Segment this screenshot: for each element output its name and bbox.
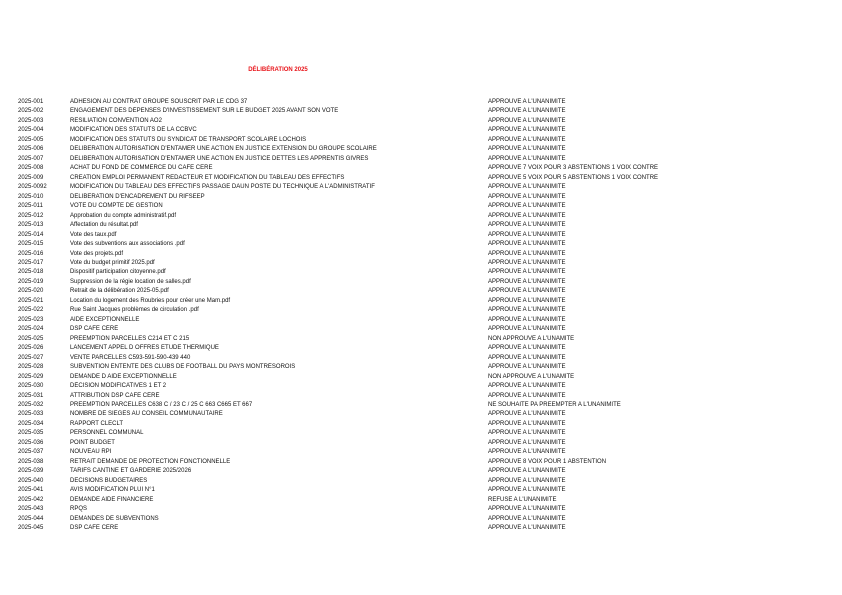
deliberation-number: 2025-039 [18, 468, 44, 475]
table-row [18, 126, 718, 135]
deliberation-subject: PREEMPTION PARCELLES C214 ET C 215 [70, 335, 190, 342]
table-row [18, 515, 718, 524]
deliberation-result: APPROUVE A L'UNANIMITE [488, 477, 566, 484]
deliberation-result: APPROUVE A L'UNANIMITE [488, 288, 566, 295]
deliberation-number: 2025-045 [18, 525, 44, 532]
deliberation-result: APPROUVE A L'UNANIMITE [488, 316, 566, 323]
deliberation-subject: VOTE DU COMPTE DE GESTION [70, 203, 163, 210]
deliberation-subject: Affectation du résultat.pdf [70, 222, 138, 229]
deliberation-result: APPROUVE A L'UNANIMITE [488, 212, 566, 219]
deliberation-number: 2025-036 [18, 439, 44, 446]
table-row [18, 439, 718, 448]
deliberation-result: APPROUVE A L'UNANIMITE [488, 326, 566, 333]
deliberation-subject: Vote des projets.pdf [70, 250, 124, 257]
deliberation-subject: DEMANDES DE SUBVENTIONS [70, 515, 159, 522]
deliberation-number: 2025-027 [18, 354, 44, 361]
table-row [18, 250, 718, 259]
deliberation-number: 2025-019 [18, 278, 44, 285]
deliberation-subject: VENTE PARCELLES C593-591-590-439 440 [70, 354, 191, 361]
table-row [18, 155, 718, 164]
deliberation-subject: Vote du budget primitif 2025.pdf [70, 259, 155, 266]
table-row [18, 183, 718, 192]
deliberation-number: 2025-034 [18, 420, 44, 427]
table-row [18, 429, 718, 438]
table-row [18, 363, 718, 372]
deliberation-number: 2025-004 [18, 127, 44, 134]
deliberation-number: 2025-033 [18, 411, 44, 418]
deliberation-number: 2025-001 [18, 99, 44, 105]
deliberation-subject: DEMANDE AIDE FINANCIERE [70, 496, 154, 503]
table-row [18, 98, 718, 107]
deliberation-number: 2025-015 [18, 241, 44, 248]
deliberation-number: 2025-042 [18, 496, 44, 503]
table-row [18, 240, 718, 249]
deliberation-result: APPROUVE A L'UNANIMITE [488, 430, 566, 437]
deliberation-subject: Rue Saint Jacques problèmes de circulation .pdf [70, 307, 199, 314]
deliberation-result: APPROUVE A L'UNANIMITE [488, 117, 566, 124]
deliberation-subject: ADHESION AU CONTRAT GROUPE SOUSCRIT PAR LE CDG 37 [70, 99, 248, 105]
deliberation-result: APPROUVE 7 VOIX POUR 3 ABSTENTIONS 1 VOIX CONTRE [488, 165, 659, 172]
table-row [18, 392, 718, 401]
deliberation-number: 2025-040 [18, 477, 44, 484]
deliberation-number: 2025-007 [18, 155, 44, 162]
deliberation-result: APPROUVE A L'UNANIMITE [488, 468, 566, 475]
deliberation-number: 2025-021 [18, 297, 44, 304]
table-row [18, 221, 718, 230]
deliberation-subject: Suppression de la régie location de salles.pdf [70, 278, 191, 285]
deliberation-result: APPROUVE A L'UNANIMITE [488, 392, 566, 399]
deliberation-result: APPROUVE A L'UNANIMITE [488, 449, 566, 456]
deliberation-subject: MODIFICATION DU TABLEAU DES EFFECTIFS PASSAGE DAUN POSTE DU TECHNIQUE A L'ADMINISTRATIF [70, 184, 375, 191]
deliberation-result: APPROUVE A L'UNANIMITE [488, 136, 566, 143]
deliberation-number: 2025-023 [18, 316, 44, 323]
deliberation-subject: CREATION EMPLOI PERMANENT REDACTEUR ET MODIFICATION DU TABLEAU DES EFFECTIFS [70, 174, 345, 181]
deliberation-result: APPROUVE A L'UNANIMITE [488, 259, 566, 266]
deliberation-subject: AIDE EXCEPTIONNELLE [70, 316, 140, 323]
deliberation-subject: POINT BUDGET [70, 439, 115, 446]
table-row [18, 335, 718, 344]
table-row [18, 373, 718, 382]
table-row [18, 278, 718, 287]
deliberation-number: 2025-038 [18, 458, 44, 465]
deliberation-number: 2025-035 [18, 430, 44, 437]
table-row [18, 202, 718, 211]
deliberation-subject: DELIBERATION D'ENCADREMENT DU RIFSEEP [70, 193, 205, 200]
table-row [18, 193, 718, 202]
deliberation-result: APPROUVE A L'UNANIMITE [488, 278, 566, 285]
deliberation-result: APPROUVE 8 VOIX POUR 1 ABSTENTION [488, 458, 607, 465]
table-row [18, 268, 718, 277]
deliberation-result: APPROUVE A L'UNANIMITE [488, 222, 566, 229]
table-row [18, 145, 718, 154]
deliberation-subject: DSP CAFE CÉRÉ [70, 326, 119, 333]
deliberation-result: APPROUVE A L'UNANIMITE [488, 193, 566, 200]
deliberation-result: APPROUVE A L'UNANIMITE [488, 307, 566, 314]
table-row [18, 410, 718, 419]
deliberation-subject: LANCEMENT APPEL D OFFRES ETUDE THERMIQUE [70, 345, 219, 352]
deliberation-subject: AVIS MODIFICATION PLUI N°1 [70, 487, 155, 494]
table-row [18, 344, 718, 353]
deliberation-subject: DELIBERATION AUTORISATION D'ENTAMER UNE ACTION EN JUSTICE EXTENSION DU GROUPE SCOLAIRE [70, 146, 377, 153]
table-row [18, 382, 718, 391]
deliberation-result: APPROUVE A L'UNANIMITE [488, 99, 566, 105]
deliberation-number: 2025-008 [18, 165, 44, 172]
deliberation-number: 2025-018 [18, 269, 44, 276]
table-row [18, 136, 718, 145]
deliberation-number: 2025-0092 [18, 184, 47, 191]
table-row [18, 458, 718, 467]
deliberation-number: 2025-026 [18, 345, 44, 352]
table-row [18, 401, 718, 410]
deliberation-subject: RAPPORT CLECLT [70, 420, 124, 427]
deliberation-number: 2025-041 [18, 487, 44, 494]
table-row [18, 297, 718, 306]
table-row [18, 212, 718, 221]
table-row [18, 354, 718, 363]
deliberation-result: NON APPROUVE A L'UNAMITE [488, 373, 575, 380]
table-row [18, 325, 718, 334]
deliberation-result: APPROUVE A L'UNANIMITE [488, 250, 566, 257]
deliberation-number: 2025-031 [18, 392, 44, 399]
deliberation-result: APPROUVE A L'UNANIMITE [488, 515, 566, 522]
deliberation-number: 2025-016 [18, 250, 44, 257]
deliberation-number: 2025-037 [18, 449, 44, 456]
table-row [18, 117, 718, 126]
deliberation-result: APPROUVE A L'UNANIMITE [488, 487, 566, 494]
deliberation-subject: DECISIONS BUDGETAIRES [70, 477, 148, 484]
deliberation-number: 2025-025 [18, 335, 44, 342]
deliberation-number: 2025-032 [18, 402, 44, 408]
deliberation-number: 2025-028 [18, 364, 44, 371]
deliberation-number: 2025-029 [18, 373, 44, 380]
deliberation-result: APPROUVE A L'UNANIMITE [488, 364, 566, 371]
deliberation-subject: DEMANDE D AIDE EXCEPTIONNELLE [70, 373, 177, 380]
deliberation-result: APPROUVE A L'UNANIMITE [488, 439, 566, 446]
deliberation-number: 2025-043 [18, 506, 44, 513]
deliberation-number: 2025-014 [18, 231, 44, 238]
deliberation-subject: NOMBRE DE SIEGES AU CONSEIL COMMUNAUTAIRE [70, 411, 223, 418]
deliberation-result: APPROUVE A L'UNANIMITE [488, 297, 566, 304]
deliberation-number: 2025-005 [18, 136, 44, 143]
deliberation-subject: DSP CAFE CERE [70, 525, 119, 532]
deliberation-number: 2025-012 [18, 212, 44, 219]
deliberation-result: NON APPROUVE A L'UNAMITE [488, 335, 575, 342]
deliberation-result: APPROUVE A L'UNANIMITE [488, 231, 566, 238]
deliberation-number: 2025-044 [18, 515, 44, 522]
table-row [18, 306, 718, 315]
deliberation-subject: ATTRIBUTION DSP CAFE CÉRÉ [70, 392, 160, 399]
deliberations-table [18, 98, 718, 534]
table-row [18, 316, 718, 325]
deliberation-subject: RPQS [70, 506, 88, 513]
table-row [18, 164, 718, 173]
deliberation-subject: ACHAT DU FOND DE COMMERCE DU CAFE CERE [70, 165, 213, 172]
deliberation-result: APPROUVE A L'UNANIMITE [488, 155, 566, 162]
deliberation-result: APPROUVE A L'UNANIMITE [488, 203, 566, 210]
deliberation-number: 2025-002 [18, 108, 44, 115]
deliberation-subject: RETRAIT DEMANDE DE PROTECTION FONCTIONNELLE [70, 458, 231, 465]
table-row [18, 486, 718, 495]
table-row [18, 505, 718, 514]
deliberation-subject: ENGAGEMENT DES DÉPENSES D'INVESTISSEMENT SUR LE BUDGET 2025 AVANT SON VOTE [70, 108, 339, 115]
deliberation-result: APPROUVE A L'UNANIMITE [488, 506, 566, 513]
deliberation-number: 2025-009 [18, 174, 44, 181]
deliberation-result: APPROUVE A L'UNANIMITE [488, 383, 566, 390]
deliberation-subject: NOUVEAU RPI [70, 449, 112, 456]
deliberation-number: 2025-030 [18, 383, 44, 390]
table-row [18, 231, 718, 240]
deliberation-subject: PREEMPTION PARCELLES C638 C / 23 C / 25 C 663 C665 ET 667 [70, 402, 253, 408]
deliberation-subject: PERSONNEL COMMUNAL [70, 430, 144, 437]
deliberation-number: 2025-006 [18, 146, 44, 153]
deliberation-result: APPROUVE A L'UNANIMITE [488, 241, 566, 248]
deliberation-number: 2025-010 [18, 193, 44, 200]
deliberation-result: APPROUVE A L'UNANIMITE [488, 184, 566, 191]
deliberation-subject: Vote des subventions aux associations .pdf [70, 241, 185, 248]
deliberation-subject: SUBVENTION ENTENTE DES CLUBS DE FOOTBALL DU PAYS MONTRÉSOROIS [70, 364, 296, 371]
deliberation-result: APPROUVE A L'UNANIMITE [488, 146, 566, 153]
deliberation-subject: MODIFICATION DES STATUTS DU SYNDICAT DE TRANSPORT SCOLAIRE LOCHOIS [70, 136, 307, 143]
deliberation-result: APPROUVE A L'UNANIMITE [488, 127, 566, 134]
deliberation-subject: RESILIATION CONVENTION AO2 [70, 117, 162, 124]
table-row [18, 467, 718, 476]
deliberation-number: 2025-003 [18, 117, 44, 124]
deliberation-subject: Location du logement des Roubries pour créer une Mam.pdf [70, 297, 231, 304]
deliberation-subject: TARIFS CANTINE ET GARDERIE 2025/2026 [70, 468, 192, 475]
table-row [18, 448, 718, 457]
deliberation-subject: Vote des taux.pdf [70, 231, 117, 238]
deliberation-number: 2025-013 [18, 222, 44, 229]
deliberation-number: 2025-011 [18, 203, 43, 210]
table-row [18, 107, 718, 116]
deliberation-result: APPROUVE A L'UNANIMITE [488, 269, 566, 276]
table-row [18, 477, 718, 486]
deliberation-number: 2025-022 [18, 307, 44, 314]
deliberation-result: APPROUVE A L'UNANIMITE [488, 525, 566, 532]
deliberation-subject: Dispositif participation citoyenne.pdf [70, 269, 166, 276]
deliberation-result: APPROUVE A L'UNANIMITE [488, 108, 566, 115]
deliberation-result: APPROUVE A L'UNANIMITE [488, 354, 566, 361]
table-row [18, 174, 718, 183]
document-title: DÉLIBÉRATION 2025 [248, 67, 308, 73]
deliberation-subject: DÉCISION MODIFICATIVES 1 ET 2 [70, 383, 167, 390]
table-row [18, 259, 718, 268]
table-row [18, 420, 718, 429]
table-row [18, 287, 718, 296]
deliberation-result: APPROUVE 5 VOIX POUR 5 ABSTENTIONS 1 VOIX CONTRE [488, 174, 659, 181]
deliberation-subject: MODIFICATION DES STATUTS DE LA CCBVC [70, 127, 197, 134]
deliberation-result: APPROUVE A L'UNANIMITE [488, 345, 566, 352]
table-row [18, 524, 718, 533]
deliberation-subject: Retrait de la délibération 2025-05.pdf [70, 288, 169, 295]
deliberation-result: APPROUVE A L'UNANIMITE [488, 411, 566, 418]
deliberation-number: 2025-017 [18, 259, 44, 266]
deliberation-number: 2025-020 [18, 288, 44, 295]
deliberation-subject: DELIBERATION AUTORISATION D'ENTAMER UNE ACTION EN JUSTICE DETTES LES APPRENTIS GIVRES [70, 155, 369, 162]
deliberation-result: NE SOUHAITE PA PREEMPTER A L'UNANIMITE [488, 402, 621, 408]
deliberation-result: APPROUVE A L'UNANIMITE [488, 420, 566, 427]
deliberation-result: REFUSE A L'UNANIMITE [488, 496, 557, 503]
table-row [18, 496, 718, 505]
deliberation-number: 2025-024 [18, 326, 44, 333]
deliberation-subject: Approbation du compte administratif.pdf [70, 212, 177, 219]
